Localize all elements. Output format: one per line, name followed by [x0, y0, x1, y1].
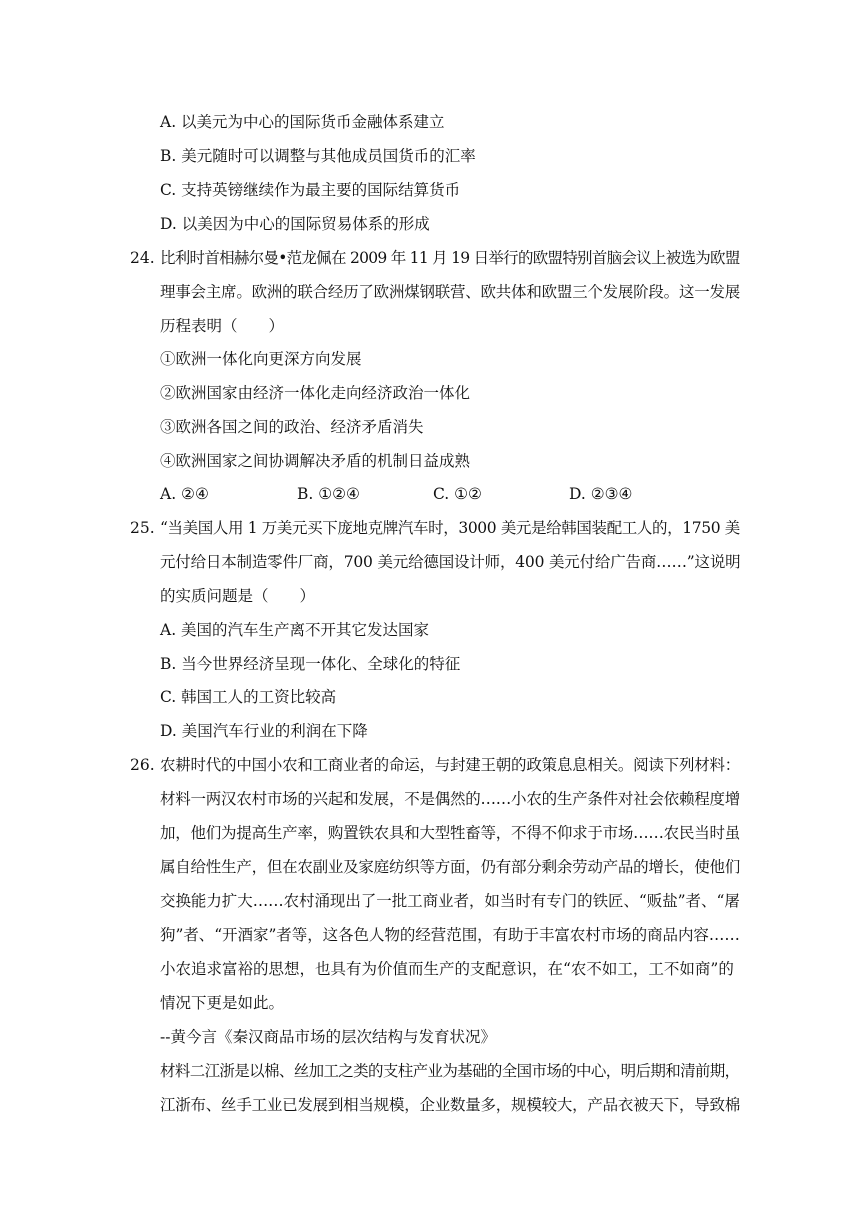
q24-choices: [160, 484, 740, 504]
q24-choice-a: A. ②④: [160, 485, 209, 503]
q26-line-7: 小农追求富裕的思想，也具有为价值而生产的支配意识，在“农不如工，工不如商”的: [160, 960, 734, 978]
q24-item-3: ③欧洲各国之间的政治、经济矛盾消失: [160, 418, 424, 436]
q24-stem-line-2: 理事会主席。欧洲的联合经历了欧洲煤钢联营、欧共体和欧盟三个发展阶段。这一发展: [160, 283, 741, 301]
q24-stem-line-1: 比利时首相赫尔曼•范龙佩在 2009 年 11 月 19 日举行的欧盟特别首脑会议上被选为欧盟: [160, 249, 740, 267]
q26-line-5: 交换能力扩大……农村涌现出了一批工商业者，如当时有专门的铁匠、“贩盐”者、“屠: [160, 892, 740, 910]
q24-choice-b: B. ①②④: [297, 485, 360, 503]
q24-number: 24.: [130, 249, 155, 267]
q26-line-3: 加，他们为提高生产率，购置铁农具和大型牲畜等，不得不仰求于市场……农民当时虽: [160, 824, 741, 842]
q25-option-a: A. 美国的汽车生产离不开其它发达国家: [160, 621, 430, 639]
q23-option-d: D. 以美因为中心的国际贸易体系的形成: [160, 215, 430, 233]
q25-option-b: B. 当今世界经济呈现一体化、全球化的特征: [160, 655, 461, 673]
q26-number: 26.: [130, 756, 155, 774]
q25-stem-line-2: 元付给日本制造零件厂商，700 美元给德国设计师，400 美元付给广告商……”这说明: [160, 553, 741, 571]
q26-line-6: 狗”者、“开酒家”者等，这各色人物的经营范围，有助于丰富农村市场的商品内容……: [160, 926, 740, 944]
q24-item-4: ④欧洲国家之间协调解决矛盾的机制日益成熟: [160, 452, 471, 470]
q23-option-c: C. 支持英镑继续作为最主要的国际结算货币: [160, 181, 461, 199]
q26-line-10: 材料二江浙是以棉、丝加工之类的支柱产业为基础的全国市场的中心，明后期和清前期，: [160, 1062, 740, 1080]
q25-option-c: C. 韩国工人的工资比较高: [160, 688, 337, 706]
q24-choice-d: D. ②③④: [569, 485, 633, 503]
q23-option-a: A. 以美元为中心的国际货币金融体系建立: [160, 113, 445, 131]
q24-stem-line-3: 历程表明（ ）: [160, 317, 285, 335]
q26-line-11: 江浙布、丝手工业已发展到相当规模，企业数量多，规模较大，产品衣被天下，导致棉: [160, 1096, 741, 1114]
q24-item-2: ②欧洲国家由经济一体化走向经济政治一体化: [160, 384, 471, 402]
q26-line-2: 材料一两汉农村市场的兴起和发展，不是偶然的……小农的生产条件对社会依赖程度增: [160, 790, 741, 808]
q24-choice-c: C. ①②: [433, 485, 482, 503]
q26-line-1: 农耕时代的中国小农和工商业者的命运，与封建王朝的政策息息相关。阅读下列材料：: [160, 756, 741, 774]
q24-item-1: ①欧洲一体化向更深方向发展: [160, 350, 362, 368]
q25-stem-line-1: “当美国人用 1 万美元买下庞地克牌汽车时，3000 美元是给韩国装配工人的，1750 美: [160, 519, 740, 537]
q26-source-citation: --黄今言《秦汉商品市场的层次结构与发育状况》: [160, 1028, 496, 1046]
q23-option-b: B. 美元随时可以调整与其他成员国货币的汇率: [160, 147, 476, 165]
q25-number: 25.: [130, 519, 155, 537]
q25-option-d: D. 美国汽车行业的利润在下降: [160, 722, 368, 740]
q26-line-4: 属自给性生产，但在农副业及家庭纺织等方面，仍有部分剩余劳动产品的增长，使他们: [160, 858, 741, 876]
q25-stem-line-3: 的实质问题是（ ）: [160, 587, 316, 605]
q26-line-8: 情况下更是如此。: [160, 994, 285, 1012]
